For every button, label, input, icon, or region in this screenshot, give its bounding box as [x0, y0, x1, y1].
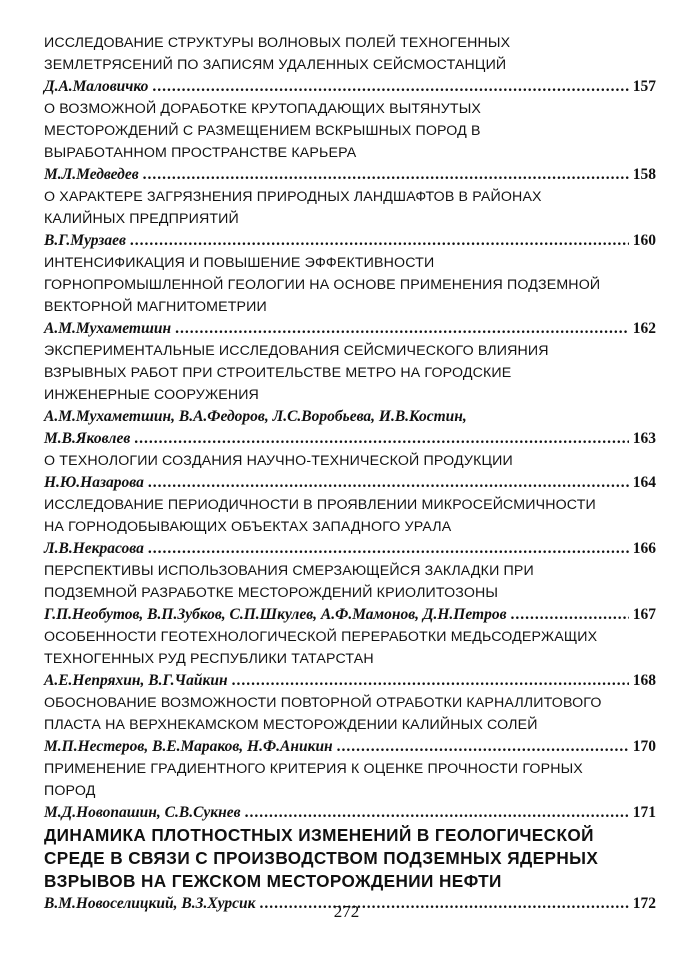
dot-leader [130, 230, 629, 252]
entry-page-number: 171 [632, 804, 656, 821]
entry-authors: В.Г.Мурзаев [44, 232, 126, 249]
toc-entry [44, 494, 656, 560]
entry-title: ОБОСНОВАНИЕ ВОЗМОЖНОСТИ ПОВТОРНОЙ ОТРАБОТКИ КАРНАЛЛИТОВОГО ПЛАСТА НА ВЕРХНЕКАМСКОМ МЕСТОРОЖДЕНИИ КАЛИЙНЫХ СОЛЕЙ [44, 695, 602, 733]
toc-entry [44, 32, 656, 98]
entry-title: ИНТЕНСИФИКАЦИЯ И ПОВЫШЕНИЕ ЭФФЕКТИВНОСТИ ГОРНОПРОМЫШЛЕННОЙ ГЕОЛОГИИ НА ОСНОВЕ ПРИМЕНЕНИЯ ПОДЗЕМНОЙ ВЕКТОРНОЙ МАГНИТОМЕТРИИ [44, 255, 601, 315]
toc-entry [44, 626, 656, 692]
entry-page-number: 157 [632, 78, 656, 95]
toc-entry [44, 98, 656, 186]
entry-page-number: 162 [632, 320, 656, 337]
entry-author-row [44, 670, 656, 692]
entry-authors-line1: А.М.Мухаметшин, В.А.Федоров, Л.С.Воробьева, И.В.Костин, [44, 408, 467, 425]
entry-title: ИССЛЕДОВАНИЕ СТРУКТУРЫ ВОЛНОВЫХ ПОЛЕЙ ТЕХНОГЕННЫХ ЗЕМЛЕТРЯСЕНИЙ ПО ЗАПИСЯМ УДАЛЕННЫХ СЕЙСМОСТАНЦИЙ [44, 35, 511, 73]
entry-author-row [44, 604, 656, 626]
entry-page-number: 167 [632, 606, 656, 623]
entry-authors: Н.Ю.Назарова [44, 474, 144, 491]
entry-title: ДИНАМИКА ПЛОТНОСТНЫХ ИЗМЕНЕНИЙ В ГЕОЛОГИЧЕСКОЙ СРЕДЕ В СВЯЗИ С ПРОИЗВОДСТВОМ ПОДЗЕМНЫХ ЯДЕРНЫХ ВЗРЫВОВ НА ГЕЖСКОМ МЕСТОРОЖДЕНИИ НЕФТИ [44, 825, 599, 891]
entry-authors: М.Д.Новопашин, С.В.Сукнев [44, 804, 241, 821]
dot-leader [143, 164, 629, 186]
entry-page-number: 170 [632, 738, 656, 755]
entry-title: О ТЕХНОЛОГИИ СОЗДАНИЯ НАУЧНО-ТЕХНИЧЕСКОЙ ПРОДУКЦИИ [44, 453, 513, 469]
entry-authors: Л.В.Некрасова [44, 540, 144, 557]
entry-author-row [44, 802, 656, 824]
dot-leader [152, 76, 628, 98]
toc-entry [44, 186, 656, 252]
toc-entry [44, 340, 656, 450]
entry-page-number: 164 [632, 474, 656, 491]
entry-authors: А.М.Мухаметшин [44, 320, 172, 337]
entry-page-number: 172 [632, 895, 656, 912]
entry-authors: А.Е.Непряхин, В.Г.Чайкин [44, 672, 228, 689]
dot-leader [232, 670, 629, 692]
entry-title: ЭКСПЕРИМЕНТАЛЬНЫЕ ИССЛЕДОВАНИЯ СЕЙСМИЧЕСКОГО ВЛИЯНИЯ ВЗРЫВНЫХ РАБОТ ПРИ СТРОИТЕЛЬСТВЕ МЕТРО НА ГОРОДСКИЕ ИНЖЕНЕРНЫЕ СООРУЖЕНИЯ [44, 343, 549, 403]
dot-leader [337, 736, 629, 758]
entry-title: ПЕРСПЕКТИВЫ ИСПОЛЬЗОВАНИЯ СМЕРЗАЮЩЕЙСЯ ЗАКЛАДКИ ПРИ ПОДЗЕМНОЙ РАЗРАБОТКЕ МЕСТОРОЖДЕНИЙ КРИОЛИТОЗОНЫ [44, 563, 534, 601]
entry-title: ИССЛЕДОВАНИЕ ПЕРИОДИЧНОСТИ В ПРОЯВЛЕНИИ МИКРОСЕЙСМИЧНОСТИ НА ГОРНОДОБЫВАЮЩИХ ОБЪЕКТАХ ЗАПАДНОГО УРАЛА [44, 497, 596, 535]
entry-page-number: 160 [632, 232, 656, 249]
entry-page-number: 158 [632, 166, 656, 183]
entry-title: ОСОБЕННОСТИ ГЕОТЕХНОЛОГИЧЕСКОЙ ПЕРЕРАБОТКИ МЕДЬСОДЕРЖАЩИХ ТЕХНОГЕННЫХ РУД РЕСПУБЛИКИ ТАТАРСТАН [44, 629, 598, 667]
entry-author-row [44, 538, 656, 560]
entry-page-number: 166 [632, 540, 656, 557]
entry-author-row [44, 164, 656, 186]
table-of-contents [44, 32, 656, 915]
entry-title: ПРИМЕНЕНИЕ ГРАДИЕНТНОГО КРИТЕРИЯ К ОЦЕНКЕ ПРОЧНОСТИ ГОРНЫХ ПОРОД [44, 761, 583, 799]
entry-author-row [44, 318, 656, 340]
entry-author-row [44, 472, 656, 494]
entry-author-row [44, 230, 656, 252]
entry-authors: Г.П.Необутов, В.П.Зубков, С.П.Шкулев, А.Ф.Мамонов, Д.Н.Петров [44, 606, 507, 623]
entry-authors: М.В.Яковлев [44, 430, 131, 447]
entry-author-row-first [44, 406, 656, 428]
entry-author-row [44, 736, 656, 758]
entry-author-row [44, 76, 656, 98]
page-number: 272 [333, 902, 360, 921]
entry-authors: Д.А.Маловичко [44, 78, 149, 95]
entry-authors: М.Л.Медведев [44, 166, 139, 183]
toc-entry [44, 450, 656, 494]
dot-leader [175, 318, 629, 340]
entry-authors: В.М.Новоселицкий, В.З.Хурсик [44, 895, 256, 912]
dot-leader [148, 472, 629, 494]
dot-leader [511, 604, 629, 626]
entry-page-number: 168 [632, 672, 656, 689]
entry-author-row [44, 428, 656, 450]
dot-leader [148, 538, 629, 560]
toc-entry [44, 560, 656, 626]
entry-page-number: 163 [632, 430, 656, 447]
dot-leader [245, 802, 629, 824]
toc-entry [44, 252, 656, 340]
toc-entry [44, 692, 656, 758]
entry-authors: М.П.Нестеров, В.Е.Мараков, Н.Ф.Аникин [44, 738, 333, 755]
entry-title: О ХАРАКТЕРЕ ЗАГРЯЗНЕНИЯ ПРИРОДНЫХ ЛАНДШАФТОВ В РАЙОНАХ КАЛИЙНЫХ ПРЕДПРИЯТИЙ [44, 189, 542, 227]
toc-entry [44, 758, 656, 824]
entry-title: О ВОЗМОЖНОЙ ДОРАБОТКЕ КРУТОПАДАЮЩИХ ВЫТЯНУТЫХ МЕСТОРОЖДЕНИЙ С РАЗМЕЩЕНИЕМ ВСКРЫШНЫХ ПОРОД В ВЫРАБОТАННОМ ПРОСТРАНСТВЕ КАРЬЕРА [44, 101, 482, 161]
dot-leader [134, 428, 629, 450]
